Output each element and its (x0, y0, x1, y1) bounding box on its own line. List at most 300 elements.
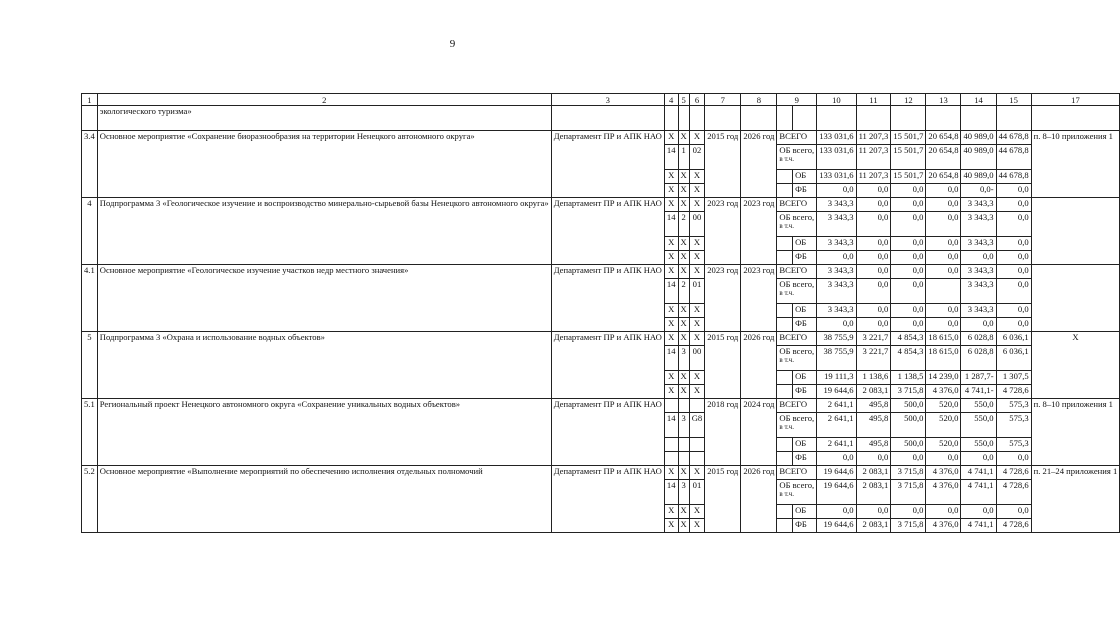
amount-cell: 2 083,1 (856, 466, 891, 480)
table-cell (891, 106, 926, 131)
end-year: 2023 год (741, 265, 777, 332)
amount-cell: 19 111,3 (817, 371, 856, 385)
amount-cell: 4 728,6 (996, 466, 1031, 480)
amount-cell: 3 715,8 (891, 466, 926, 480)
row-number: 4 (82, 198, 98, 265)
table-cell (705, 106, 741, 131)
budget-code: X (678, 332, 689, 346)
table-cell (82, 106, 98, 131)
budget-code: X (678, 131, 689, 145)
budget-code: X (678, 505, 689, 519)
amount-cell: 0,0 (926, 304, 961, 318)
amount-cell: 0,0 (891, 198, 926, 212)
amount-cell: 19 644,6 (817, 385, 856, 399)
amount-cell: 44 678,8 (996, 131, 1031, 145)
budget-code: 00 (689, 212, 705, 237)
table-cell (777, 452, 793, 466)
column-header: 1 (82, 94, 98, 106)
amount-cell: 18 615,0 (926, 332, 961, 346)
note-cell (1031, 265, 1120, 332)
amount-cell: 4 376,0 (926, 385, 961, 399)
page-number: 9 (449, 38, 456, 50)
amount-cell: 0,0 (926, 237, 961, 251)
amount-cell: 550,0 (961, 399, 996, 413)
amount-cell: 550,0 (961, 413, 996, 438)
table-cell (777, 237, 793, 251)
source-label: ВСЕГО (777, 399, 817, 413)
source-label: ОБ всего, в т.ч. (777, 145, 817, 170)
budget-code (664, 399, 678, 413)
amount-cell: 0,0 (961, 505, 996, 519)
table-cell (1031, 106, 1120, 131)
amount-cell: 495,8 (856, 438, 891, 452)
amount-cell: 0,0 (891, 505, 926, 519)
source-sublabel: в т.ч. (779, 356, 794, 364)
amount-cell: 4 728,6 (996, 385, 1031, 399)
department: Департамент ПР и АПК НАО (551, 265, 664, 332)
budget-code: 02 (689, 145, 705, 170)
column-header: 5 (678, 94, 689, 106)
row-name: Основное мероприятие «Сохранение биоразнообразия на территории Ненецкого автономного округа» (97, 131, 551, 198)
amount-cell: 3 343,3 (961, 237, 996, 251)
amount-cell: 0,0 (961, 452, 996, 466)
amount-cell: 4 728,6 (996, 519, 1031, 533)
budget-code (689, 399, 705, 413)
budget-code: 1 (678, 145, 689, 170)
amount-cell: 3 343,3 (817, 304, 856, 318)
budget-code: 14 (664, 413, 678, 438)
column-header: 12 (891, 94, 926, 106)
amount-cell: 19 644,6 (817, 480, 856, 505)
amount-cell: 4 741,1 (961, 480, 996, 505)
row-name: Основное мероприятие «Геологическое изучение участков недр местного значения» (97, 265, 551, 332)
amount-cell: 0,0 (926, 265, 961, 279)
row-name: Региональный проект Ненецкого автономного округа «Сохранение уникальных водных объектов» (97, 399, 551, 466)
table-cell (777, 519, 793, 533)
table-cell (777, 385, 793, 399)
amount-cell: 500,0 (891, 438, 926, 452)
amount-cell: 20 654,8 (926, 170, 961, 184)
amount-cell: 3 343,3 (817, 265, 856, 279)
amount-cell: 2 083,1 (856, 480, 891, 505)
amount-cell: 14 239,0 (926, 371, 961, 385)
amount-cell: 3 343,3 (817, 279, 856, 304)
amount-cell: 3 221,7 (856, 346, 891, 371)
amount-cell: 0,0 (856, 237, 891, 251)
amount-cell: 6 036,1 (996, 346, 1031, 371)
column-header: 9 (777, 94, 817, 106)
budget-code: X (664, 251, 678, 265)
amount-cell: 15 501,7 (891, 170, 926, 184)
budget-code: X (664, 198, 678, 212)
budget-code: 3 (678, 413, 689, 438)
budget-code: X (678, 371, 689, 385)
budget-code: X (689, 184, 705, 198)
budget-code (678, 438, 689, 452)
amount-cell: 1 287,7- (961, 371, 996, 385)
amount-cell: 40 989,0 (961, 170, 996, 184)
budget-code: X (664, 237, 678, 251)
amount-cell: 0,0 (891, 251, 926, 265)
amount-cell: 0,0 (817, 452, 856, 466)
table-cell (777, 438, 793, 452)
amount-cell: 0,0 (996, 452, 1031, 466)
start-year: 2023 год (705, 198, 741, 265)
start-year: 2023 год (705, 265, 741, 332)
department: Департамент ПР и АПК НАО (551, 332, 664, 399)
budget-code: X (689, 170, 705, 184)
column-header: 11 (856, 94, 891, 106)
amount-cell: 1 138,6 (856, 371, 891, 385)
budget-code (689, 452, 705, 466)
amount-cell: 2 083,1 (856, 519, 891, 533)
column-header: 8 (741, 94, 777, 106)
source-label: ФБ (793, 452, 817, 466)
budget-code (664, 452, 678, 466)
budget-code: X (678, 237, 689, 251)
table-row (82, 332, 1120, 346)
amount-cell: 4 376,0 (926, 466, 961, 480)
amount-cell: 0,0 (856, 198, 891, 212)
amount-cell: 0,0 (996, 304, 1031, 318)
amount-cell: 0,0 (856, 265, 891, 279)
source-label: ФБ (793, 184, 817, 198)
budget-code (664, 438, 678, 452)
budget-code: X (678, 170, 689, 184)
column-header: 17 (1031, 94, 1120, 106)
amount-cell: 0,0 (856, 279, 891, 304)
budget-code: X (664, 466, 678, 480)
budget-code: 14 (664, 346, 678, 371)
amount-cell: 11 207,3 (856, 170, 891, 184)
continuation-row (82, 106, 1120, 131)
table-cell (664, 106, 678, 131)
source-label: ОБ всего, в т.ч. (777, 480, 817, 505)
amount-cell: 6 028,8 (961, 346, 996, 371)
table-cell (777, 184, 793, 198)
source-label: ОБ (793, 170, 817, 184)
end-year: 2026 год (741, 466, 777, 533)
amount-cell: 6 028,8 (961, 332, 996, 346)
amount-cell: 3 715,8 (891, 480, 926, 505)
budget-code: X (689, 371, 705, 385)
budget-code: 14 (664, 145, 678, 170)
amount-cell: 3 343,3 (961, 198, 996, 212)
amount-cell: 0,0 (891, 237, 926, 251)
source-label: ФБ (793, 318, 817, 332)
table-cell (856, 106, 891, 131)
source-label: ВСЕГО (777, 265, 817, 279)
amount-cell: 38 755,9 (817, 346, 856, 371)
column-header: 2 (97, 94, 551, 106)
column-header: 15 (996, 94, 1031, 106)
amount-cell: 44 678,8 (996, 145, 1031, 170)
source-label: ВСЕГО (777, 332, 817, 346)
amount-cell: 0,0 (891, 279, 926, 304)
amount-cell: 18 615,0 (926, 346, 961, 371)
budget-code: X (664, 371, 678, 385)
amount-cell: 0,0 (817, 505, 856, 519)
column-header: 7 (705, 94, 741, 106)
budget-code: X (689, 519, 705, 533)
amount-cell: 2 641,1 (817, 438, 856, 452)
start-year: 2015 год (705, 131, 741, 198)
amount-cell: 4 854,3 (891, 346, 926, 371)
budget-code: X (689, 265, 705, 279)
budget-code: 14 (664, 212, 678, 237)
amount-cell: 495,8 (856, 399, 891, 413)
budget-code: X (689, 385, 705, 399)
budget-code: X (689, 332, 705, 346)
budget-code: X (664, 265, 678, 279)
amount-cell: 4 728,6 (996, 480, 1031, 505)
amount-cell: 40 989,0 (961, 145, 996, 170)
end-year: 2026 год (741, 131, 777, 198)
budget-code: X (664, 184, 678, 198)
budget-code (689, 438, 705, 452)
budget-code: X (678, 184, 689, 198)
budget-code: X (689, 131, 705, 145)
budget-code: X (664, 519, 678, 533)
start-year: 2018 год (705, 399, 741, 466)
budget-table (81, 93, 1120, 533)
header-row (82, 94, 1120, 106)
amount-cell: 0,0 (996, 237, 1031, 251)
source-label: ОБ всего, в т.ч. (777, 413, 817, 438)
row-name: Подпрограмма 3 «Охрана и использование водных объектов» (97, 332, 551, 399)
end-year: 2023 год (741, 198, 777, 265)
amount-cell: 0,0 (856, 184, 891, 198)
amount-cell: 19 644,6 (817, 519, 856, 533)
row-number: 5.2 (82, 466, 98, 533)
source-label: ОБ всего, в т.ч. (777, 212, 817, 237)
budget-code: X (689, 237, 705, 251)
budget-code: X (664, 505, 678, 519)
row-name: экологического туризма» (97, 106, 551, 131)
note-cell: п. 8–10 приложения 1 (1031, 131, 1120, 198)
amount-cell (926, 279, 961, 304)
amount-cell: 575,3 (996, 438, 1031, 452)
amount-cell: 0,0 (926, 251, 961, 265)
amount-cell: 0,0 (856, 304, 891, 318)
source-label: ФБ (793, 385, 817, 399)
source-label: ОБ всего, в т.ч. (777, 279, 817, 304)
table-cell (777, 106, 793, 131)
amount-cell: 575,3 (996, 399, 1031, 413)
source-label: ВСЕГО (777, 131, 817, 145)
note-cell: п. 21–24 приложения 1 (1031, 466, 1120, 533)
amount-cell: 3 343,3 (817, 212, 856, 237)
budget-code: X (678, 519, 689, 533)
table-cell (777, 251, 793, 265)
amount-cell: 500,0 (891, 399, 926, 413)
amount-cell: 0,0 (996, 505, 1031, 519)
table-cell (777, 304, 793, 318)
amount-cell: 3 343,3 (817, 198, 856, 212)
budget-code: 01 (689, 279, 705, 304)
budget-code: X (689, 318, 705, 332)
table-cell (996, 106, 1031, 131)
source-label: ОБ всего, в т.ч. (777, 346, 817, 371)
budget-code (678, 399, 689, 413)
table-cell (793, 106, 817, 131)
amount-cell: 3 343,3 (817, 237, 856, 251)
table-cell (961, 106, 996, 131)
table-row (82, 466, 1120, 480)
amount-cell: 0,0 (961, 251, 996, 265)
source-sublabel: в т.ч. (779, 423, 794, 431)
amount-cell: 0,0 (856, 251, 891, 265)
table-cell (777, 371, 793, 385)
amount-cell: 15 501,7 (891, 131, 926, 145)
amount-cell: 2 641,1 (817, 399, 856, 413)
source-sublabel: в т.ч. (779, 289, 794, 297)
department: Департамент ПР и АПК НАО (551, 131, 664, 198)
budget-code: X (678, 385, 689, 399)
amount-cell: 2 641,1 (817, 413, 856, 438)
source-sublabel: в т.ч. (779, 490, 794, 498)
budget-code: X (664, 304, 678, 318)
amount-cell: 0,0 (856, 318, 891, 332)
budget-code: X (689, 466, 705, 480)
amount-cell: 38 755,9 (817, 332, 856, 346)
amount-cell: 550,0 (961, 438, 996, 452)
budget-code: 01 (689, 480, 705, 505)
amount-cell: 0,0 (891, 318, 926, 332)
amount-cell: 0,0 (856, 212, 891, 237)
source-label: ОБ (793, 371, 817, 385)
amount-cell: 15 501,7 (891, 145, 926, 170)
budget-code: X (664, 332, 678, 346)
row-number: 4.1 (82, 265, 98, 332)
budget-code: 3 (678, 480, 689, 505)
department: Департамент ПР и АПК НАО (551, 198, 664, 265)
amount-cell: 0,0 (856, 505, 891, 519)
source-label: ФБ (793, 519, 817, 533)
budget-code: X (664, 385, 678, 399)
amount-cell: 500,0 (891, 413, 926, 438)
budget-code: X (664, 170, 678, 184)
table-row (82, 265, 1120, 279)
amount-cell: 0,0 (996, 265, 1031, 279)
amount-cell: 1 307,5 (996, 371, 1031, 385)
end-year: 2026 год (741, 332, 777, 399)
amount-cell: 3 715,8 (891, 519, 926, 533)
start-year: 2015 год (705, 466, 741, 533)
budget-code: 3 (678, 346, 689, 371)
start-year: 2015 год (705, 332, 741, 399)
amount-cell: 6 036,1 (996, 332, 1031, 346)
amount-cell: 520,0 (926, 399, 961, 413)
source-label: ОБ (793, 438, 817, 452)
amount-cell: 520,0 (926, 438, 961, 452)
department: Департамент ПР и АПК НАО (551, 466, 664, 533)
source-sublabel: в т.ч. (779, 155, 794, 163)
amount-cell: 2 083,1 (856, 385, 891, 399)
budget-code: 00 (689, 346, 705, 371)
budget-code: X (678, 265, 689, 279)
amount-cell: 4 741,1 (961, 466, 996, 480)
amount-cell: 0,0 (926, 452, 961, 466)
amount-cell: 40 989,0 (961, 131, 996, 145)
budget-code: G8 (689, 413, 705, 438)
table-cell (777, 505, 793, 519)
budget-code: X (678, 466, 689, 480)
amount-cell: 495,8 (856, 413, 891, 438)
row-number: 3.4 (82, 131, 98, 198)
table-cell (741, 106, 777, 131)
amount-cell: 3 343,3 (961, 304, 996, 318)
amount-cell: 0,0 (891, 452, 926, 466)
budget-code: X (689, 304, 705, 318)
amount-cell: 0,0 (996, 198, 1031, 212)
column-header: 10 (817, 94, 856, 106)
budget-code: X (689, 251, 705, 265)
table-cell (777, 170, 793, 184)
table-cell (926, 106, 961, 131)
row-number: 5 (82, 332, 98, 399)
table-cell (817, 106, 856, 131)
amount-cell: 0,0 (996, 279, 1031, 304)
amount-cell: 11 207,3 (856, 131, 891, 145)
budget-code: X (678, 304, 689, 318)
column-header: 13 (926, 94, 961, 106)
budget-code: X (678, 251, 689, 265)
amount-cell: 3 221,7 (856, 332, 891, 346)
amount-cell: 0,0 (996, 251, 1031, 265)
amount-cell: 575,3 (996, 413, 1031, 438)
amount-cell: 520,0 (926, 413, 961, 438)
amount-cell: 0,0 (926, 198, 961, 212)
amount-cell: 133 031,6 (817, 145, 856, 170)
source-label: ФБ (793, 251, 817, 265)
note-cell: п. 8–10 приложения 1 (1031, 399, 1120, 466)
amount-cell: 0,0 (817, 318, 856, 332)
amount-cell: 0,0 (926, 318, 961, 332)
note-cell: X (1031, 332, 1120, 399)
table-row (82, 399, 1120, 413)
budget-code (678, 452, 689, 466)
note-cell (1031, 198, 1120, 265)
source-sublabel: в т.ч. (779, 222, 794, 230)
amount-cell: 20 654,8 (926, 131, 961, 145)
amount-cell: 0,0 (891, 184, 926, 198)
source-label: ВСЕГО (777, 198, 817, 212)
amount-cell: 0,0 (996, 212, 1031, 237)
table-row (82, 198, 1120, 212)
budget-code: X (664, 318, 678, 332)
amount-cell: 0,0 (856, 452, 891, 466)
amount-cell: 1 138,5 (891, 371, 926, 385)
amount-cell: 133 031,6 (817, 170, 856, 184)
table-cell (678, 106, 689, 131)
source-label: ВСЕГО (777, 466, 817, 480)
budget-code: X (664, 131, 678, 145)
amount-cell: 4 376,0 (926, 519, 961, 533)
amount-cell: 0,0- (961, 184, 996, 198)
budget-code: 2 (678, 279, 689, 304)
table-cell (777, 318, 793, 332)
amount-cell: 0,0 (996, 318, 1031, 332)
amount-cell: 0,0 (961, 318, 996, 332)
amount-cell: 0,0 (926, 212, 961, 237)
table-cell (551, 106, 664, 131)
table-cell (689, 106, 705, 131)
amount-cell: 3 343,3 (961, 279, 996, 304)
row-name: Основное мероприятие «Выполнение мероприятий по обеспечению исполнения отдельных полномочий (97, 466, 551, 533)
amount-cell: 0,0 (891, 265, 926, 279)
amount-cell: 11 207,3 (856, 145, 891, 170)
